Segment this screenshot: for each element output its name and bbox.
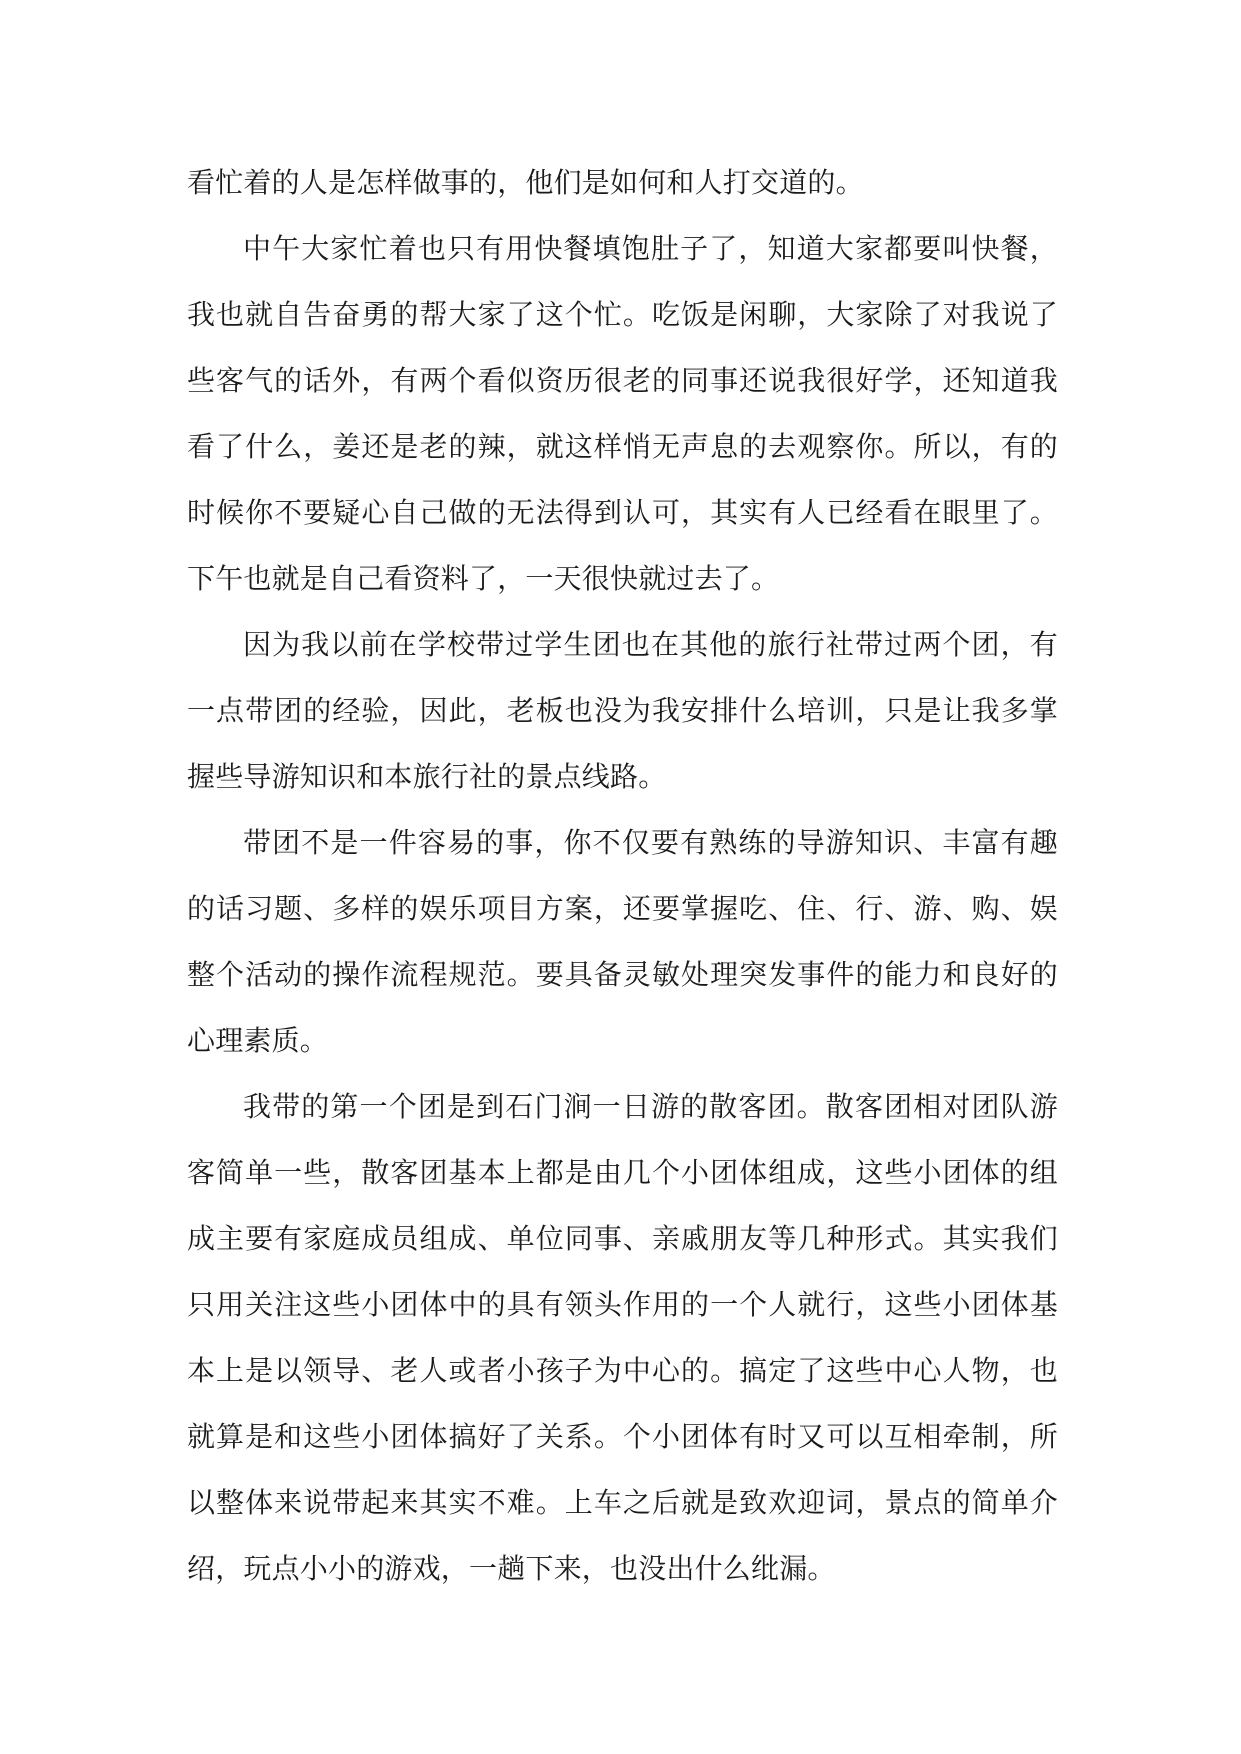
paragraph-guiding: 带团不是一件容易的事，你不仅要有熟练的导游知识、丰富有趣的话习题、多样的娱乐项目方案，还要掌握吃、住、行、游、购、娱整个活动的操作流程规范。要具备灵敏处理突发事件的能力和良好的心理素质。 — [187, 826, 1058, 1057]
paragraph-lunch: 中午大家忙着也只有用快餐填饱肚子了，知道大家都要叫快餐，我也就自告奋勇的帮大家了这个忙。吃饭是闲聊，大家除了对我说了些客气的话外，有两个看似资历很老的同事还说我很好学，还知道我看了什么，姜还是老的辣，就这样悄无声息的去观察你。所以，有的时候你不要疑心自己做的无法得到认可，其实有人已经看在眼里了。下午也就是自己看资料了，一天很快就过去了。 — [187, 232, 1058, 595]
document-page — [187, 150, 1058, 1602]
paragraph-experience: 因为我以前在学校带过学生团也在其他的旅行社带过两个团，有一点带团的经验，因此，老板也没为我安排什么培训，只是让我多掌握些导游知识和本旅行社的景点线路。 — [187, 628, 1058, 793]
paragraph-continuation: 看忙着的人是怎样做事的，他们是如何和人打交道的。 — [187, 166, 864, 199]
paragraph-first-tour: 我带的第一个团是到石门涧一日游的散客团。散客团相对团队游客简单一些，散客团基本上都是由几个小团体组成，这些小团体的组成主要有家庭成员组成、单位同事、亲戚朋友等几种形式。其实我们只用关注这些小团体中的具有领头作用的一个人就行，这些小团体基本上是以领导、老人或者小孩子为中心的。搞定了这些中心人物，也就算是和这些小团体搞好了关系。个小团体有时又可以互相牵制，所以整体来说带起来其实不难。上车之后就是致欢迎词，景点的简单介绍，玩点小小的游戏，一趟下来，也没出什么纰漏。 — [187, 1090, 1058, 1585]
